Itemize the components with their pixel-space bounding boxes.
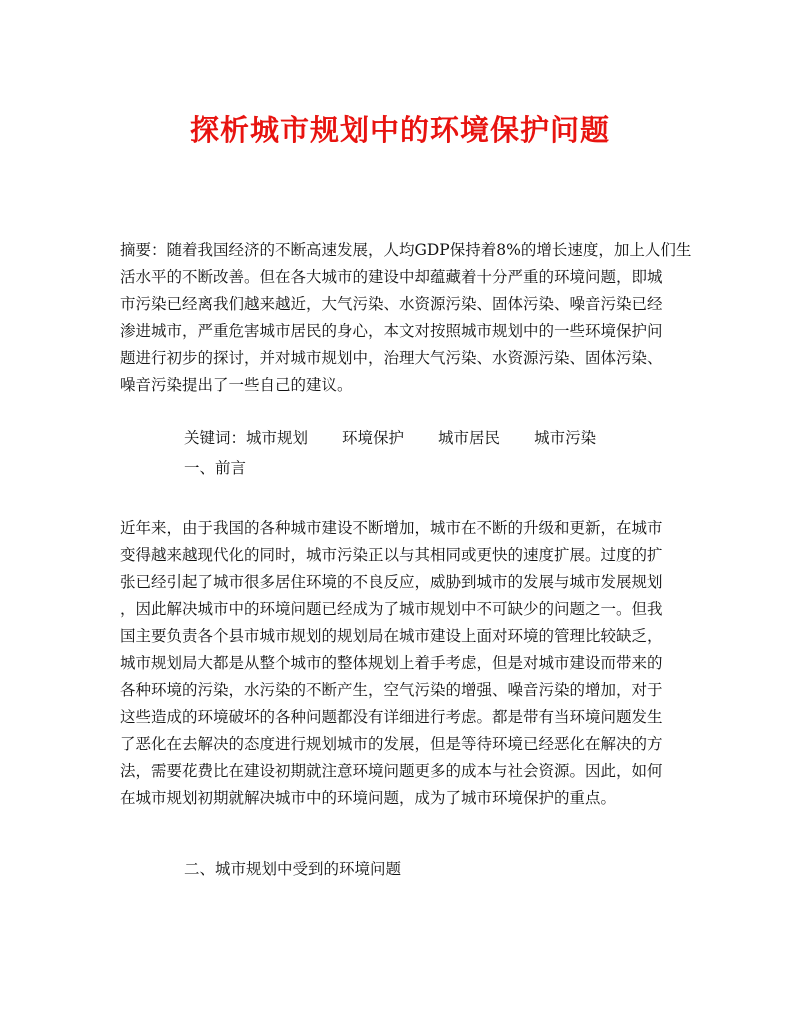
intro-line: 各种环境的污染，水污染的不断产生，空气污染的增强、噪音污染的增加，对于 (120, 681, 663, 699)
keyword: 环境保护 (342, 429, 405, 447)
section-heading-preface: 一、前言 (184, 459, 247, 477)
abstract-line: 题进行初步的探讨，并对城市规划中，治理大气污染、水资源污染、固体污染、 (120, 349, 663, 367)
keywords-line (184, 426, 596, 448)
keyword: 城市污染 (534, 429, 597, 447)
intro-paragraph (120, 515, 680, 812)
abstract-line: 噪音污染提出了一些自己的建议。 (120, 376, 353, 394)
document-title: 探析城市规划中的环境保护问题 (189, 113, 610, 147)
abstract-line: 渗进城市，严重危害城市居民的身心，本文对按照城市规划中的一些环境保护问 (120, 322, 663, 340)
intro-line: 张已经引起了城市很多居住环境的不良反应，威胁到城市的发展与城市发展规划 (120, 573, 663, 591)
section-heading-environment-issues: 二、城市规划中受到的环境问题 (184, 860, 402, 878)
intro-line: 法，需要花费比在建设初期就注意环境问题更多的成本与社会资源。因此，如何 (120, 762, 663, 780)
intro-line: 城市规划局大都是从整个城市的整体规划上着手考虑，但是对城市建设而带来的 (120, 654, 663, 672)
keywords-label: 关键词： (184, 429, 247, 447)
abstract-paragraph (120, 237, 692, 399)
intro-line: ，因此解决城市中的环境问题已经成为了城市规划中不可缺少的问题之一。但我 (120, 600, 663, 618)
keyword: 城市规划 (246, 429, 309, 447)
abstract-line: 市污染已经离我们越来越近，大气污染、水资源污染、固体污染、噪音污染已经 (120, 295, 663, 313)
intro-line: 了恶化在去解决的态度进行规划城市的发展，但是等待环境已经恶化在解决的方 (120, 735, 663, 753)
keyword: 城市居民 (438, 429, 501, 447)
abstract-line: 活水平的不断改善。但在各大城市的建设中却蕴藏着十分严重的环境问题，即城 (120, 268, 663, 286)
intro-line: 在城市规划初期就解决城市中的环境问题，成为了城市环境保护的重点。 (120, 789, 617, 807)
intro-line: 变得越来越现代化的同时，城市污染正以与其相同或更快的速度扩展。过度的扩 (120, 546, 663, 564)
abstract-line: 摘要：随着我国经济的不断高速发展，人均GDP保持着8%的增长速度，加上人们生 (120, 241, 692, 259)
intro-line: 国主要负责各个县市城市规划的规划局在城市建设上面对环境的管理比较缺乏， (120, 627, 663, 645)
intro-line: 近年来，由于我国的各种城市建设不断增加，城市在不断的升级和更新，在城市 (120, 519, 663, 537)
intro-line: 这些造成的环境破坏的各种问题都没有详细进行考虑。都是带有当环境问题发生 (120, 708, 663, 726)
